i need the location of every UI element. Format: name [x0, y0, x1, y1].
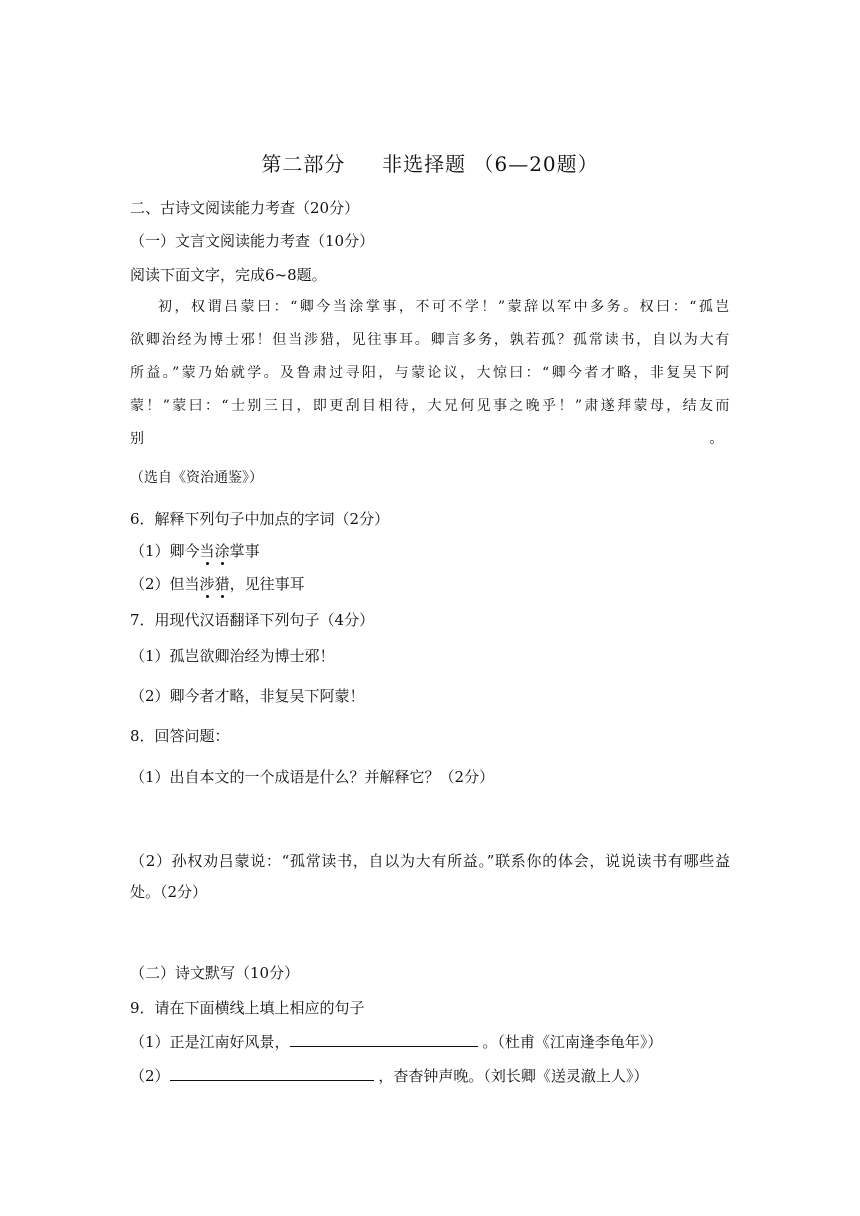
question-8-stem: 8．回答问题： — [130, 727, 230, 745]
question-8-item-1: （1）出自本文的一个成语是什么？并解释它？（2分） — [130, 768, 495, 786]
answer-blank[interactable] — [170, 1066, 374, 1081]
answer-blank[interactable] — [290, 1032, 478, 1047]
question-7-item-2: （2）卿今者才略，非复吴下阿蒙！ — [130, 687, 365, 705]
passage-line: 初，权谓吕蒙曰：“卿今当涂掌事，不可不学！”蒙辞以军中多务。权曰：“孤岂 — [158, 299, 730, 315]
passage-line-start: 别 — [130, 431, 145, 447]
dotted-char: 当 — [199, 542, 215, 560]
question-7-stem: 7．用现代汉语翻译下列句子（4分） — [130, 611, 375, 629]
dotted-char: 涂 — [214, 542, 230, 560]
passage-line: 欲卿治经为博士邪！但当涉猎，见往事耳。卿言多务，孰若孤？孤常读书，自以为大有 — [130, 332, 730, 348]
q6-item1-text: （1）卿今 — [130, 542, 200, 560]
passage-source: （选自《资治通鉴》） — [130, 470, 263, 486]
question-8-item-2: （2）孙权劝吕蒙说：“孤常读书，自以为大有所益。”联系你的体会，说说读书有哪些益处。（2分） — [130, 852, 730, 901]
q9-item1-text: 。（杜甫《江南逢李龟年》） — [477, 1033, 663, 1051]
question-7-item-1: （1）孤岂欲卿治经为博士邪！ — [130, 647, 335, 665]
subsection-heading-poetry-dictation: （二）诗文默写（10分） — [130, 964, 300, 982]
q6-item2-text: （2）但当 — [130, 575, 200, 593]
q9-item1-text: （1）正是江南好风景， — [130, 1033, 290, 1051]
question-6-item-1 — [130, 541, 260, 561]
question-9-item-2 — [130, 1066, 648, 1086]
question-6-stem: 6．解释下列句子中加点的字词（2分） — [130, 510, 390, 528]
q6-item1-text: 掌事 — [229, 542, 260, 560]
dotted-char: 猎 — [214, 575, 230, 593]
section-heading-classical-reading: 二、古诗文阅读能力考查（20分） — [130, 199, 360, 217]
passage-line-end: 。 — [709, 431, 724, 447]
page-title: 第二部分 非选择题 （6—20题） — [261, 152, 599, 176]
reading-instruction: 阅读下面文字，完成6~8题。 — [130, 266, 327, 284]
q9-item2-text: ，杳杳钟声晚。（刘长卿《送灵澈上人》） — [373, 1067, 649, 1085]
question-9-item-1 — [130, 1032, 662, 1052]
q6-item2-text: ，见往事耳 — [229, 575, 305, 593]
dotted-char: 涉 — [199, 575, 215, 593]
question-6-item-2 — [130, 574, 305, 594]
passage-line: 所益。”蒙乃始就学。及鲁肃过寻阳，与蒙论议，大惊曰：“卿今者才略，非复吴下阿 — [130, 365, 730, 381]
passage-line — [130, 429, 730, 449]
question-9-stem: 9．请在下面横线上填上相应的句子 — [130, 999, 365, 1017]
q9-item2-text: （2） — [130, 1067, 170, 1085]
subsection-heading-classical-chinese: （一）文言文阅读能力考查（10分） — [130, 232, 375, 250]
reading-passage — [130, 297, 730, 449]
passage-line: 蒙！”蒙曰：“士别三日，即更刮目相待，大兄何见事之晚乎！”肃遂拜蒙母，结友而 — [130, 398, 730, 414]
